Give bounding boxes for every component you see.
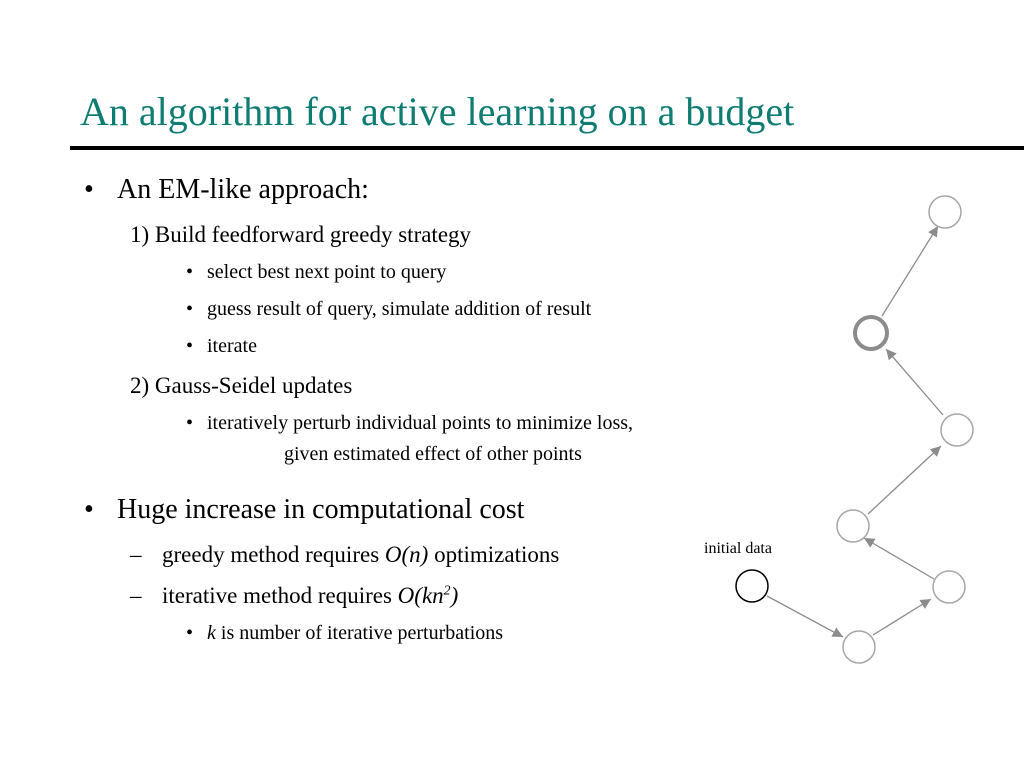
- slide-title: An algorithm for active learning on a budget: [80, 89, 795, 134]
- sub-item-guess: guess result of query, simulate addition of result: [207, 298, 592, 320]
- path-node: [837, 510, 869, 542]
- k-variable: k: [207, 622, 216, 644]
- path-node: [933, 571, 965, 603]
- path-arrow: [868, 446, 941, 514]
- sub-bullet-marker: •: [186, 335, 194, 357]
- k-definition-text: is number of iterative perturbations: [215, 622, 504, 644]
- sub-bullet-marker: •: [186, 298, 194, 320]
- sub-bullet-marker: •: [186, 261, 194, 283]
- dash-marker: –: [130, 583, 142, 608]
- path-node: [941, 414, 973, 446]
- sub-bullet-marker: •: [186, 412, 194, 434]
- path-node: [929, 196, 961, 228]
- path-node: [843, 631, 875, 663]
- highlighted-path-node: [855, 317, 887, 349]
- dash-marker: –: [130, 542, 142, 567]
- path-arrow: [767, 596, 843, 637]
- initial-data-node: [736, 570, 768, 602]
- sub-item-iterate: iterate: [207, 335, 257, 357]
- sub-bullet-marker: •: [186, 622, 194, 644]
- iter-prefix: iterative method requires: [162, 583, 398, 608]
- initial-data-label: initial data: [704, 540, 772, 557]
- path-arrow: [882, 226, 938, 316]
- greedy-suffix: optimizations: [428, 542, 560, 567]
- greedy-complexity: O(n): [384, 542, 429, 567]
- sub-item-select: select best next point to query: [207, 261, 447, 283]
- greedy-prefix: greedy method requires: [162, 542, 385, 567]
- sub-item-perturb-continued: given estimated effect of other points: [284, 443, 582, 465]
- path-arrow: [886, 349, 943, 415]
- iter-complexity: $O(kn^2)$: [397, 582, 459, 608]
- bullet-em-approach: An EM-like approach:: [117, 174, 369, 205]
- path-arrow: [864, 538, 934, 579]
- step-build-greedy: 1) Build feedforward greedy strategy: [130, 222, 472, 247]
- bullet-computational-cost: Huge increase in computational cost: [117, 494, 525, 525]
- step-gauss-seidel: 2) Gauss-Seidel updates: [130, 373, 353, 398]
- bullet-marker: •: [84, 494, 94, 525]
- path-arrow: [873, 599, 931, 635]
- sub-item-perturb: iteratively perturb individual points to minimize loss,: [207, 412, 634, 434]
- bullet-marker: •: [84, 174, 94, 205]
